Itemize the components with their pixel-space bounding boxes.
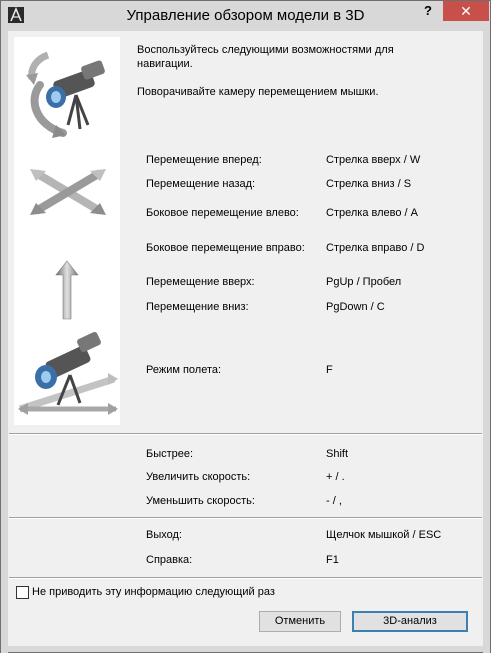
- shortcut-label: Перемещение вниз:: [146, 301, 249, 313]
- shortcut-row: [146, 529, 442, 541]
- separator: [9, 517, 482, 519]
- shortcut-row: [146, 276, 402, 288]
- shortcut-label: Боковое перемещение влево:: [146, 207, 299, 219]
- close-button[interactable]: ✕: [443, 1, 489, 21]
- shortcut-label: Режим полета:: [146, 364, 222, 376]
- shortcut-label: Выход:: [146, 529, 182, 541]
- shortcut-key: F1: [326, 554, 339, 566]
- shortcut-key: F: [326, 364, 333, 376]
- shortcut-label: Увеличить скорость:: [146, 471, 251, 483]
- shortcut-row: [146, 448, 349, 460]
- intro-line-2: Поворачивайте камеру перемещением мышки.: [137, 86, 379, 98]
- shortcut-key: Стрелка влево / A: [326, 207, 418, 219]
- frame-bottom: [1, 645, 490, 652]
- shortcut-row: [146, 207, 418, 219]
- dont-show-again-checkbox[interactable]: [16, 586, 29, 599]
- 3d-analysis-button[interactable]: 3D-анализ: [352, 611, 468, 632]
- separator: [9, 577, 482, 579]
- shortcut-key: Стрелка вправо / D: [326, 242, 425, 254]
- shortcut-row: [146, 364, 333, 376]
- intro-text: [137, 43, 437, 99]
- shortcut-label: Перемещение вверх:: [146, 276, 255, 288]
- shortcut-label: Уменьшить скорость:: [146, 495, 255, 507]
- shortcut-row: [146, 301, 385, 313]
- frame-left: [1, 31, 8, 653]
- vertical-arrow-icon: [54, 259, 80, 321]
- cancel-button[interactable]: Отменить: [259, 611, 341, 632]
- shortcut-row: [146, 471, 345, 483]
- camera-fly-icon: [16, 329, 118, 417]
- shortcut-label: Боковое перемещение вправо:: [146, 242, 305, 254]
- separator: [9, 433, 482, 435]
- shortcut-row: [146, 178, 412, 190]
- camera-rotate-icon: [18, 45, 114, 141]
- shortcut-label: Перемещение назад:: [146, 178, 256, 190]
- shortcut-row: [146, 154, 421, 166]
- shortcut-key: PgDown / C: [326, 301, 385, 313]
- window-title: Управление обзором модели в 3D: [126, 7, 365, 24]
- shortcut-key: Shift: [326, 448, 349, 460]
- shortcut-row: [146, 242, 425, 254]
- title-bar[interactable]: [1, 1, 490, 31]
- shortcut-row: [146, 554, 339, 566]
- help-button[interactable]: ?: [424, 3, 432, 18]
- shortcut-key: PgUp / Пробел: [326, 276, 402, 288]
- shortcut-key: Стрелка вниз / S: [326, 178, 412, 190]
- shortcut-key: + / .: [326, 471, 345, 483]
- navigation-illustration-panel: [14, 37, 120, 425]
- shortcut-label: Перемещение вперед:: [146, 154, 262, 166]
- shortcut-key: Стрелка вверх / W: [326, 154, 421, 166]
- frame-right: [483, 31, 490, 653]
- dont-show-again-label[interactable]: Не приводить эту информацию следующий раз: [32, 586, 275, 598]
- shortcut-row: [146, 495, 342, 507]
- cross-arrows-icon: [28, 167, 108, 217]
- shortcut-key: Щелчок мышкой / ESC: [326, 529, 442, 541]
- shortcut-label: Справка:: [146, 554, 193, 566]
- shortcut-key: - / ,: [326, 495, 342, 507]
- shortcut-label: Быстрее:: [146, 448, 194, 460]
- intro-line-1: Воспользуйтесь следующими возможностями для навигации.: [137, 44, 394, 70]
- dialog-content: [8, 31, 483, 646]
